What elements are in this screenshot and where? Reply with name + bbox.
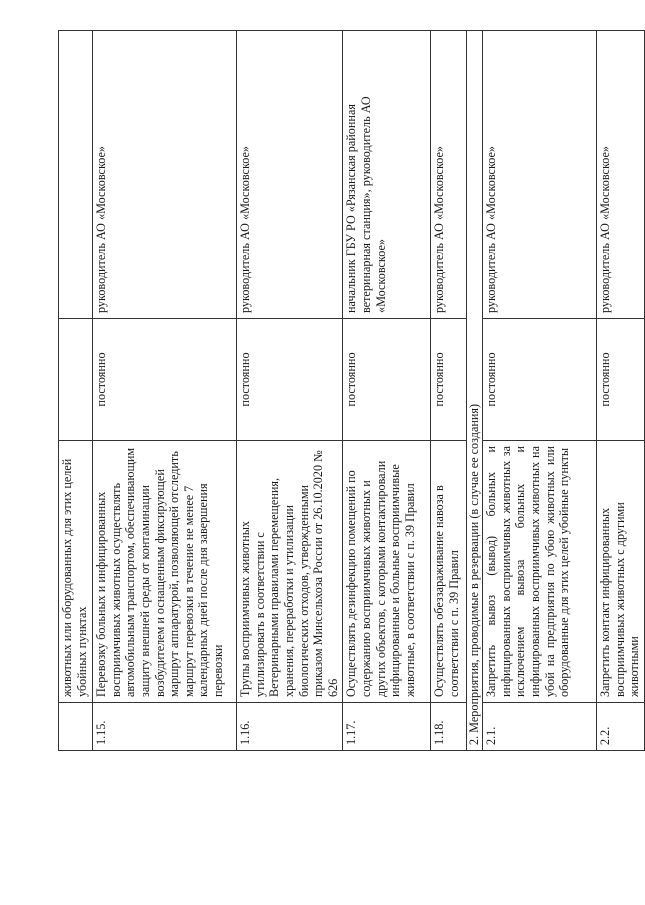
measure-term: постоянно [597,319,645,441]
measure-term [59,319,93,441]
measure-responsible: руководитель АО «Московское» [237,31,343,319]
rotated-table-container [58,31,642,751]
table-row [483,31,597,751]
measure-responsible: руководитель АО «Московское» [597,31,645,319]
measure-text: Перевозку больных и инфицированных восприимчивых животных осуществлять автомобильным транспортом, обеспечивающим защиту внешней среды от контаминации возбудителем и оснащенным фиксирующей маршрут аппаратурой, позволяющей отследить маршрут перевозки в течение не менее 7 календарных дней после дня завершения перевозки [93,441,237,703]
measure-term: постоянно [343,319,431,441]
measure-term: постоянно [237,319,343,441]
measure-responsible: руководитель АО «Московское» [483,31,597,319]
measure-term: постоянно [431,319,467,441]
item-number: 1.18. [431,703,467,751]
measures-table [58,30,645,751]
measure-text: Запретить контакт инфицированных восприимчивых животных с другими животными [597,441,645,703]
measure-text: Трупы восприимчивых животных утилизировать в соответствии с Ветеринарными правилами перемещения, хранения, переработки и утилизации биологических отходов, утвержденными приказом Минсельхоза России от 26.10.2020 № 626 [237,441,343,703]
measure-text: животных или оборудованных для этих целей убойных пунктах [59,441,93,703]
measure-responsible: руководитель АО «Московское» [93,31,237,319]
section-title: 2. Мероприятия, проводимые в резервации (в случае ее создания) [467,31,483,751]
table-row [59,31,93,751]
item-number: 2.1. [483,703,597,751]
table-row [93,31,237,751]
measure-term: постоянно [93,319,237,441]
item-number: 1.17. [343,703,431,751]
measure-responsible [59,31,93,319]
table-row [343,31,431,751]
table-row [237,31,343,751]
measure-term: постоянно [483,319,597,441]
item-number: 1.16. [237,703,343,751]
item-number [59,703,93,751]
measure-text: Осуществлять обеззараживание навоза в соответствии с п. 39 Правил [431,441,467,703]
table-row [597,31,645,751]
measure-responsible: начальник ГБУ РО «Рязанская районная ветеринарная станция», руководитель АО «Московское» [343,31,431,319]
measure-responsible: руководитель АО «Московское» [431,31,467,319]
item-number: 1.15. [93,703,237,751]
table-row [431,31,467,751]
item-number: 2.2. [597,703,645,751]
measure-text: Запретить вывоз (вывод) больных и инфицированных восприимчивых животных за исключением вывоза больных и инфицированных восприимчивых животных на убой на предприятия по убою животных или оборудованные для этих целей убойные пункты [483,441,597,703]
measure-text: Осуществлять дезинфекцию помещений по содержанию восприимчивых животных и других объектов, с которыми контактировали инфицированные и больные восприимчивые животные, в соответствии с п. 39 Правил [343,441,431,703]
section-header-row [467,31,483,751]
